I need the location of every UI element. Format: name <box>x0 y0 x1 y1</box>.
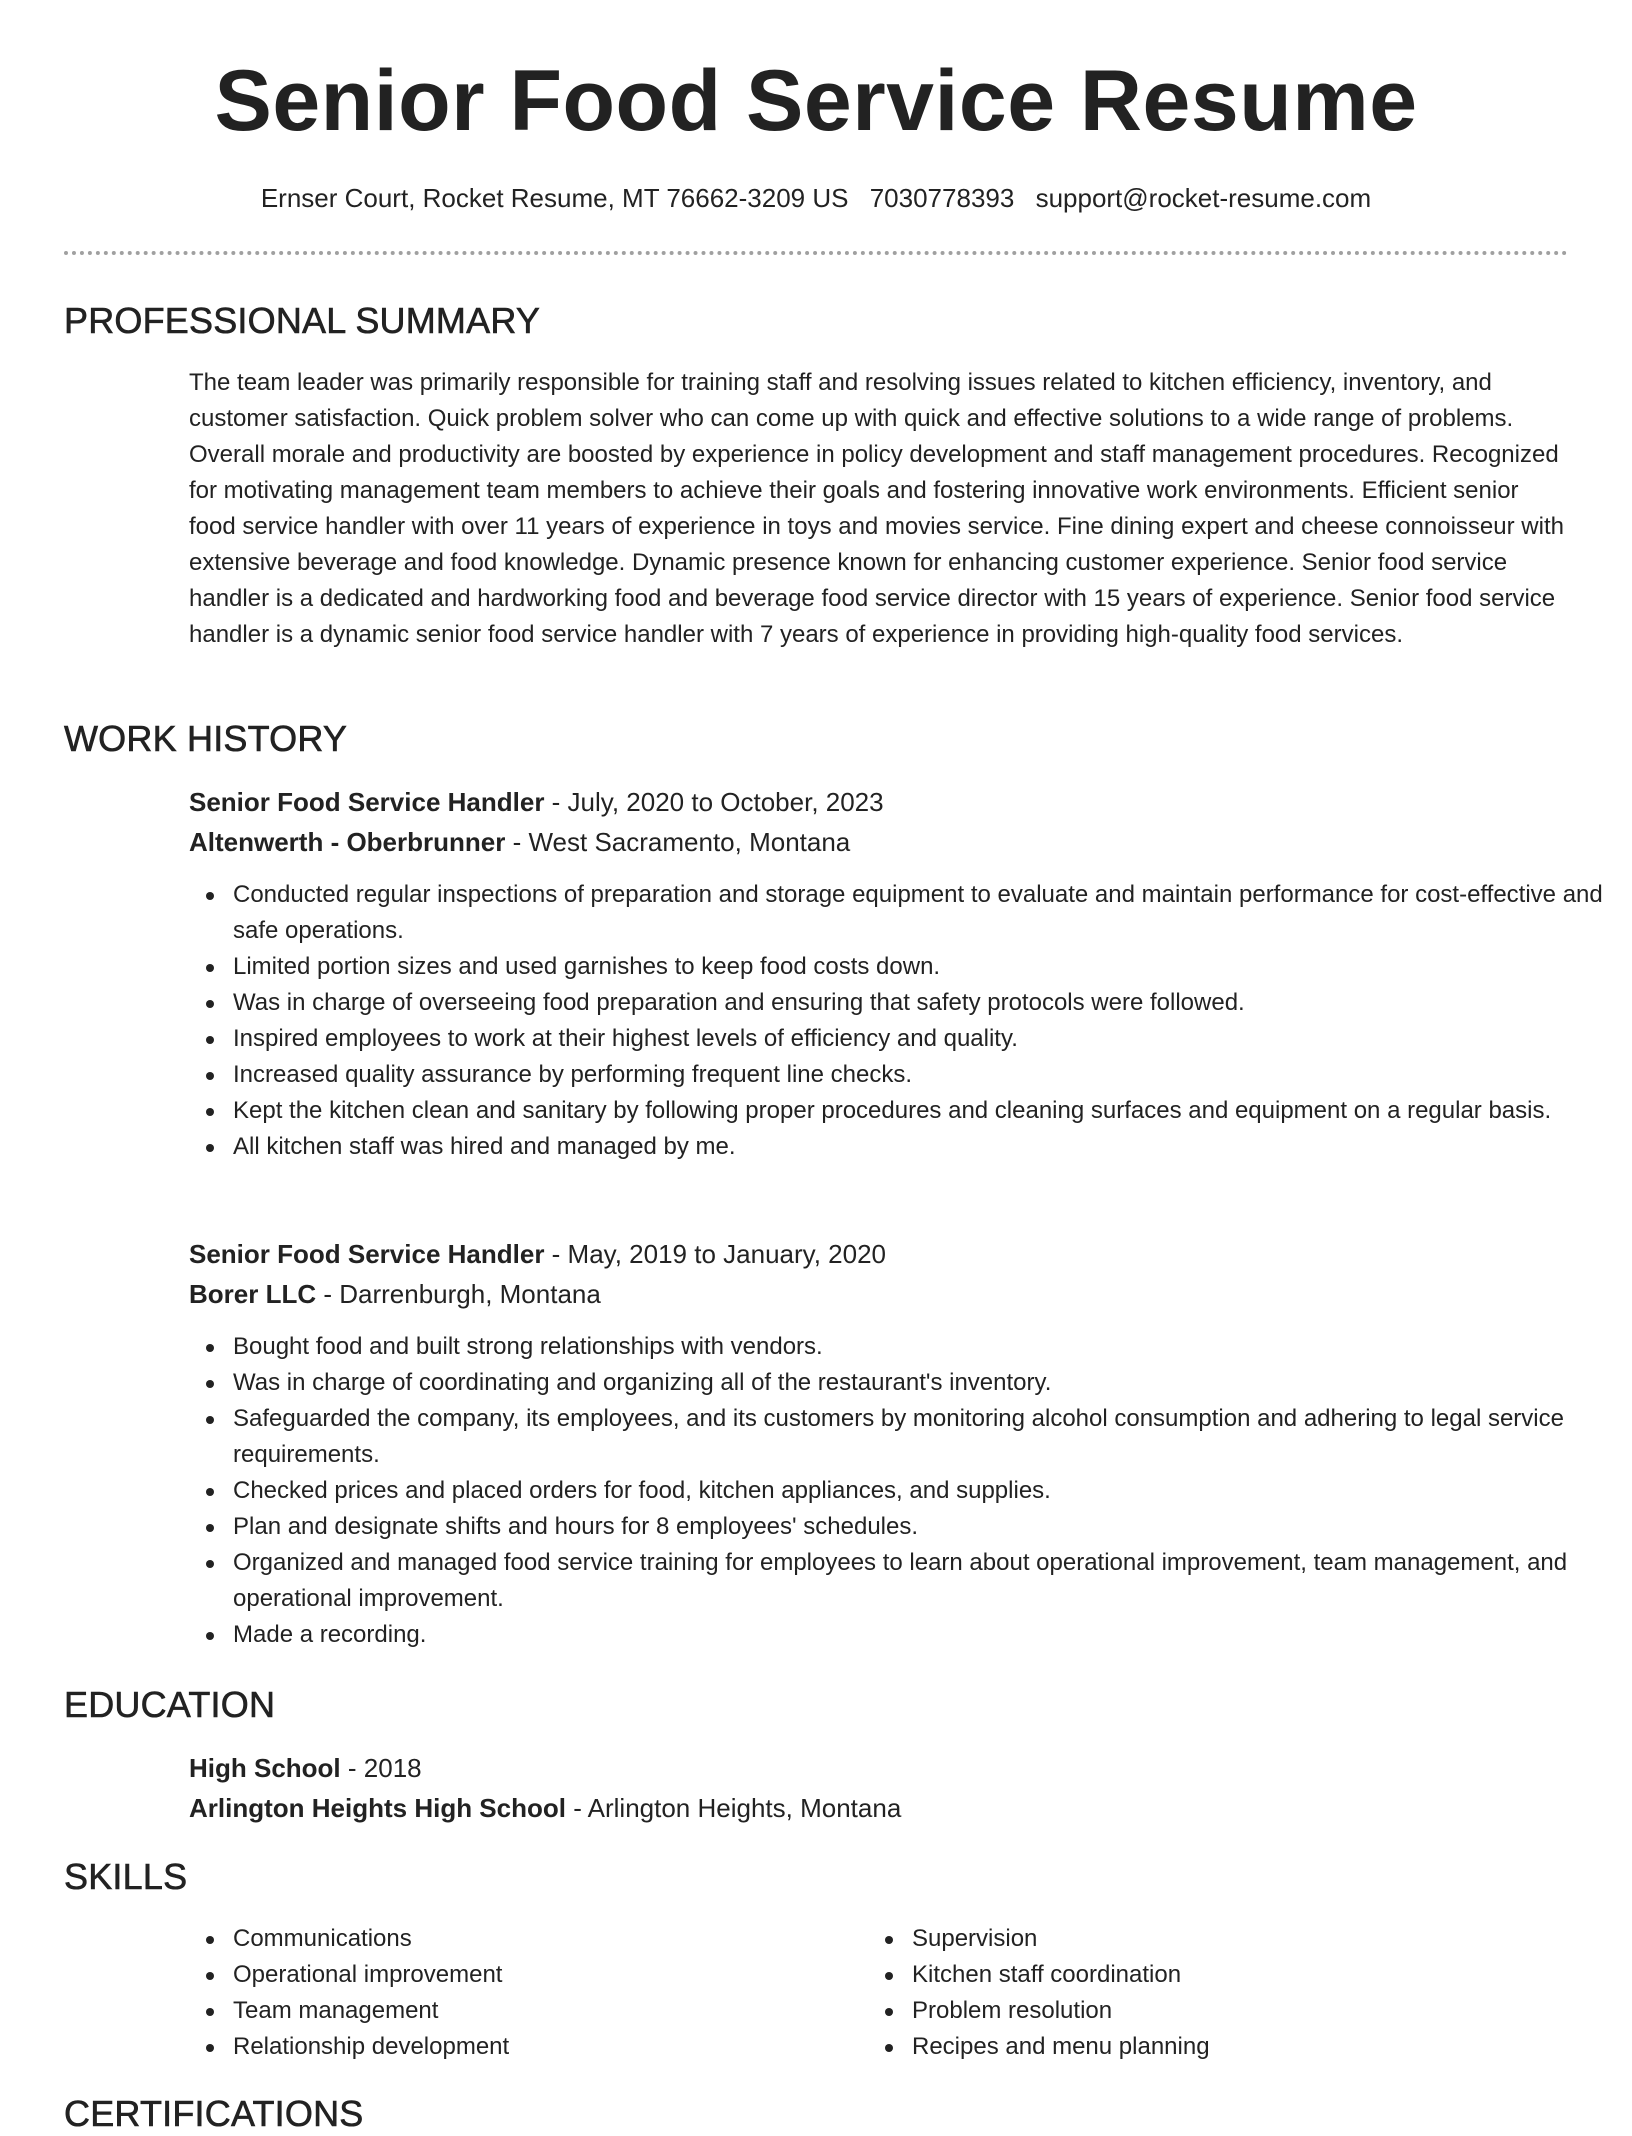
skills-left-list <box>189 1921 833 2065</box>
education-degree: High School <box>189 1753 341 1783</box>
contact-phone: 7030778393 <box>869 183 1015 213</box>
summary-heading: PROFESSIONAL SUMMARY <box>64 300 541 341</box>
education-degree-line <box>189 1748 422 1788</box>
list-item: Was in charge of overseeing food preparation and ensuring that safety protocols were followed. <box>233 985 1613 1021</box>
education-school-line <box>189 1788 901 1828</box>
job-2-title: Senior Food Service Handler <box>189 1239 545 1269</box>
education-school: Arlington Heights High School <box>189 1793 566 1823</box>
education-year: - 2018 <box>340 1753 422 1783</box>
job-2-title-line <box>189 1234 886 1274</box>
contact-address: Ernser Court, Rocket Resume, MT 76662-3209 US <box>260 183 849 213</box>
list-item: Checked prices and placed orders for food, kitchen appliances, and supplies. <box>233 1473 1613 1509</box>
list-item: Made a recording. <box>233 1617 1613 1653</box>
list-item: Problem resolution <box>912 1993 1512 2029</box>
list-item: Limited portion sizes and used garnishes to keep food costs down. <box>233 949 1613 985</box>
work-history-heading: WORK HISTORY <box>64 718 348 759</box>
job-1-title: Senior Food Service Handler <box>189 787 545 817</box>
list-item: Increased quality assurance by performing frequent line checks. <box>233 1057 1613 1093</box>
list-item: Recipes and menu planning <box>912 2029 1512 2065</box>
job-1-company-line <box>189 822 850 862</box>
skills-heading: SKILLS <box>64 1856 188 1897</box>
contact-email: support@rocket-resume.com <box>1035 183 1372 213</box>
job-1-location: - West Sacramento, Montana <box>505 827 851 857</box>
job-1-title-line <box>189 782 884 822</box>
list-item: Safeguarded the company, its employees, and its customers by monitoring alcohol consumption and adhering to legal service requirements. <box>233 1401 1613 1473</box>
summary-text: The team leader was primarily responsible for training staff and resolving issues related to kitchen efficiency, inventory, and customer satisfaction. Quick problem solver who can come up with quick and effective solutions to a wide range of problems. Overall morale and productivity are boosted by experience in policy development and staff management procedures. Recognized for motivating management team members to achieve their goals and fostering innovative work environments. Efficient senior food service handler with over 11 years of experience in toys and movies service. Fine dining expert and cheese connoisseur with extensive beverage and food knowledge. Dynamic presence known for enhancing customer experience. Senior food service handler is a dedicated and hardworking food and beverage food service director with 15 years of experience. Senior food service handler is a dynamic senior food service handler with 7 years of experience in providing high-quality food services. <box>189 369 1564 648</box>
header-divider <box>64 251 1568 255</box>
job-1-dates: - July, 2020 to October, 2023 <box>544 787 884 817</box>
skills-right-list <box>868 1921 1512 2065</box>
education-heading: EDUCATION <box>64 1684 276 1725</box>
list-item: Operational improvement <box>233 1957 833 1993</box>
resume-title: Senior Food Service Resume <box>214 53 1418 149</box>
job-2-location: - Darrenburgh, Montana <box>316 1279 601 1309</box>
contact-line <box>0 180 1632 216</box>
job-1-company: Altenwerth - Oberbrunner <box>189 827 506 857</box>
list-item: Kept the kitchen clean and sanitary by following proper procedures and cleaning surfaces and equipment on a regular basis. <box>233 1093 1613 1129</box>
list-item: Team management <box>233 1993 833 2029</box>
job-2-bullets <box>189 1329 1613 1653</box>
job-1-bullets <box>189 877 1613 1165</box>
job-2-dates: - May, 2019 to January, 2020 <box>544 1239 887 1269</box>
list-item: Inspired employees to work at their highest levels of efficiency and quality. <box>233 1021 1613 1057</box>
list-item: Relationship development <box>233 2029 833 2065</box>
certifications-heading: CERTIFICATIONS <box>64 2093 364 2134</box>
list-item: Plan and designate shifts and hours for 8 employees' schedules. <box>233 1509 1613 1545</box>
list-item: Was in charge of coordinating and organizing all of the restaurant's inventory. <box>233 1365 1613 1401</box>
list-item: All kitchen staff was hired and managed by me. <box>233 1129 1613 1165</box>
list-item: Organized and managed food service training for employees to learn about operational improvement, team management, and operational improvement. <box>233 1545 1613 1617</box>
job-2-company: Borer LLC <box>189 1279 317 1309</box>
list-item: Kitchen staff coordination <box>912 1957 1512 1993</box>
list-item: Bought food and built strong relationships with vendors. <box>233 1329 1613 1365</box>
education-location: - Arlington Heights, Montana <box>565 1793 902 1823</box>
list-item: Supervision <box>912 1921 1512 1957</box>
list-item: Conducted regular inspections of preparation and storage equipment to evaluate and maintain performance for cost-effective and safe operations. <box>233 877 1613 949</box>
list-item: Communications <box>233 1921 833 1957</box>
job-2-company-line <box>189 1274 601 1314</box>
